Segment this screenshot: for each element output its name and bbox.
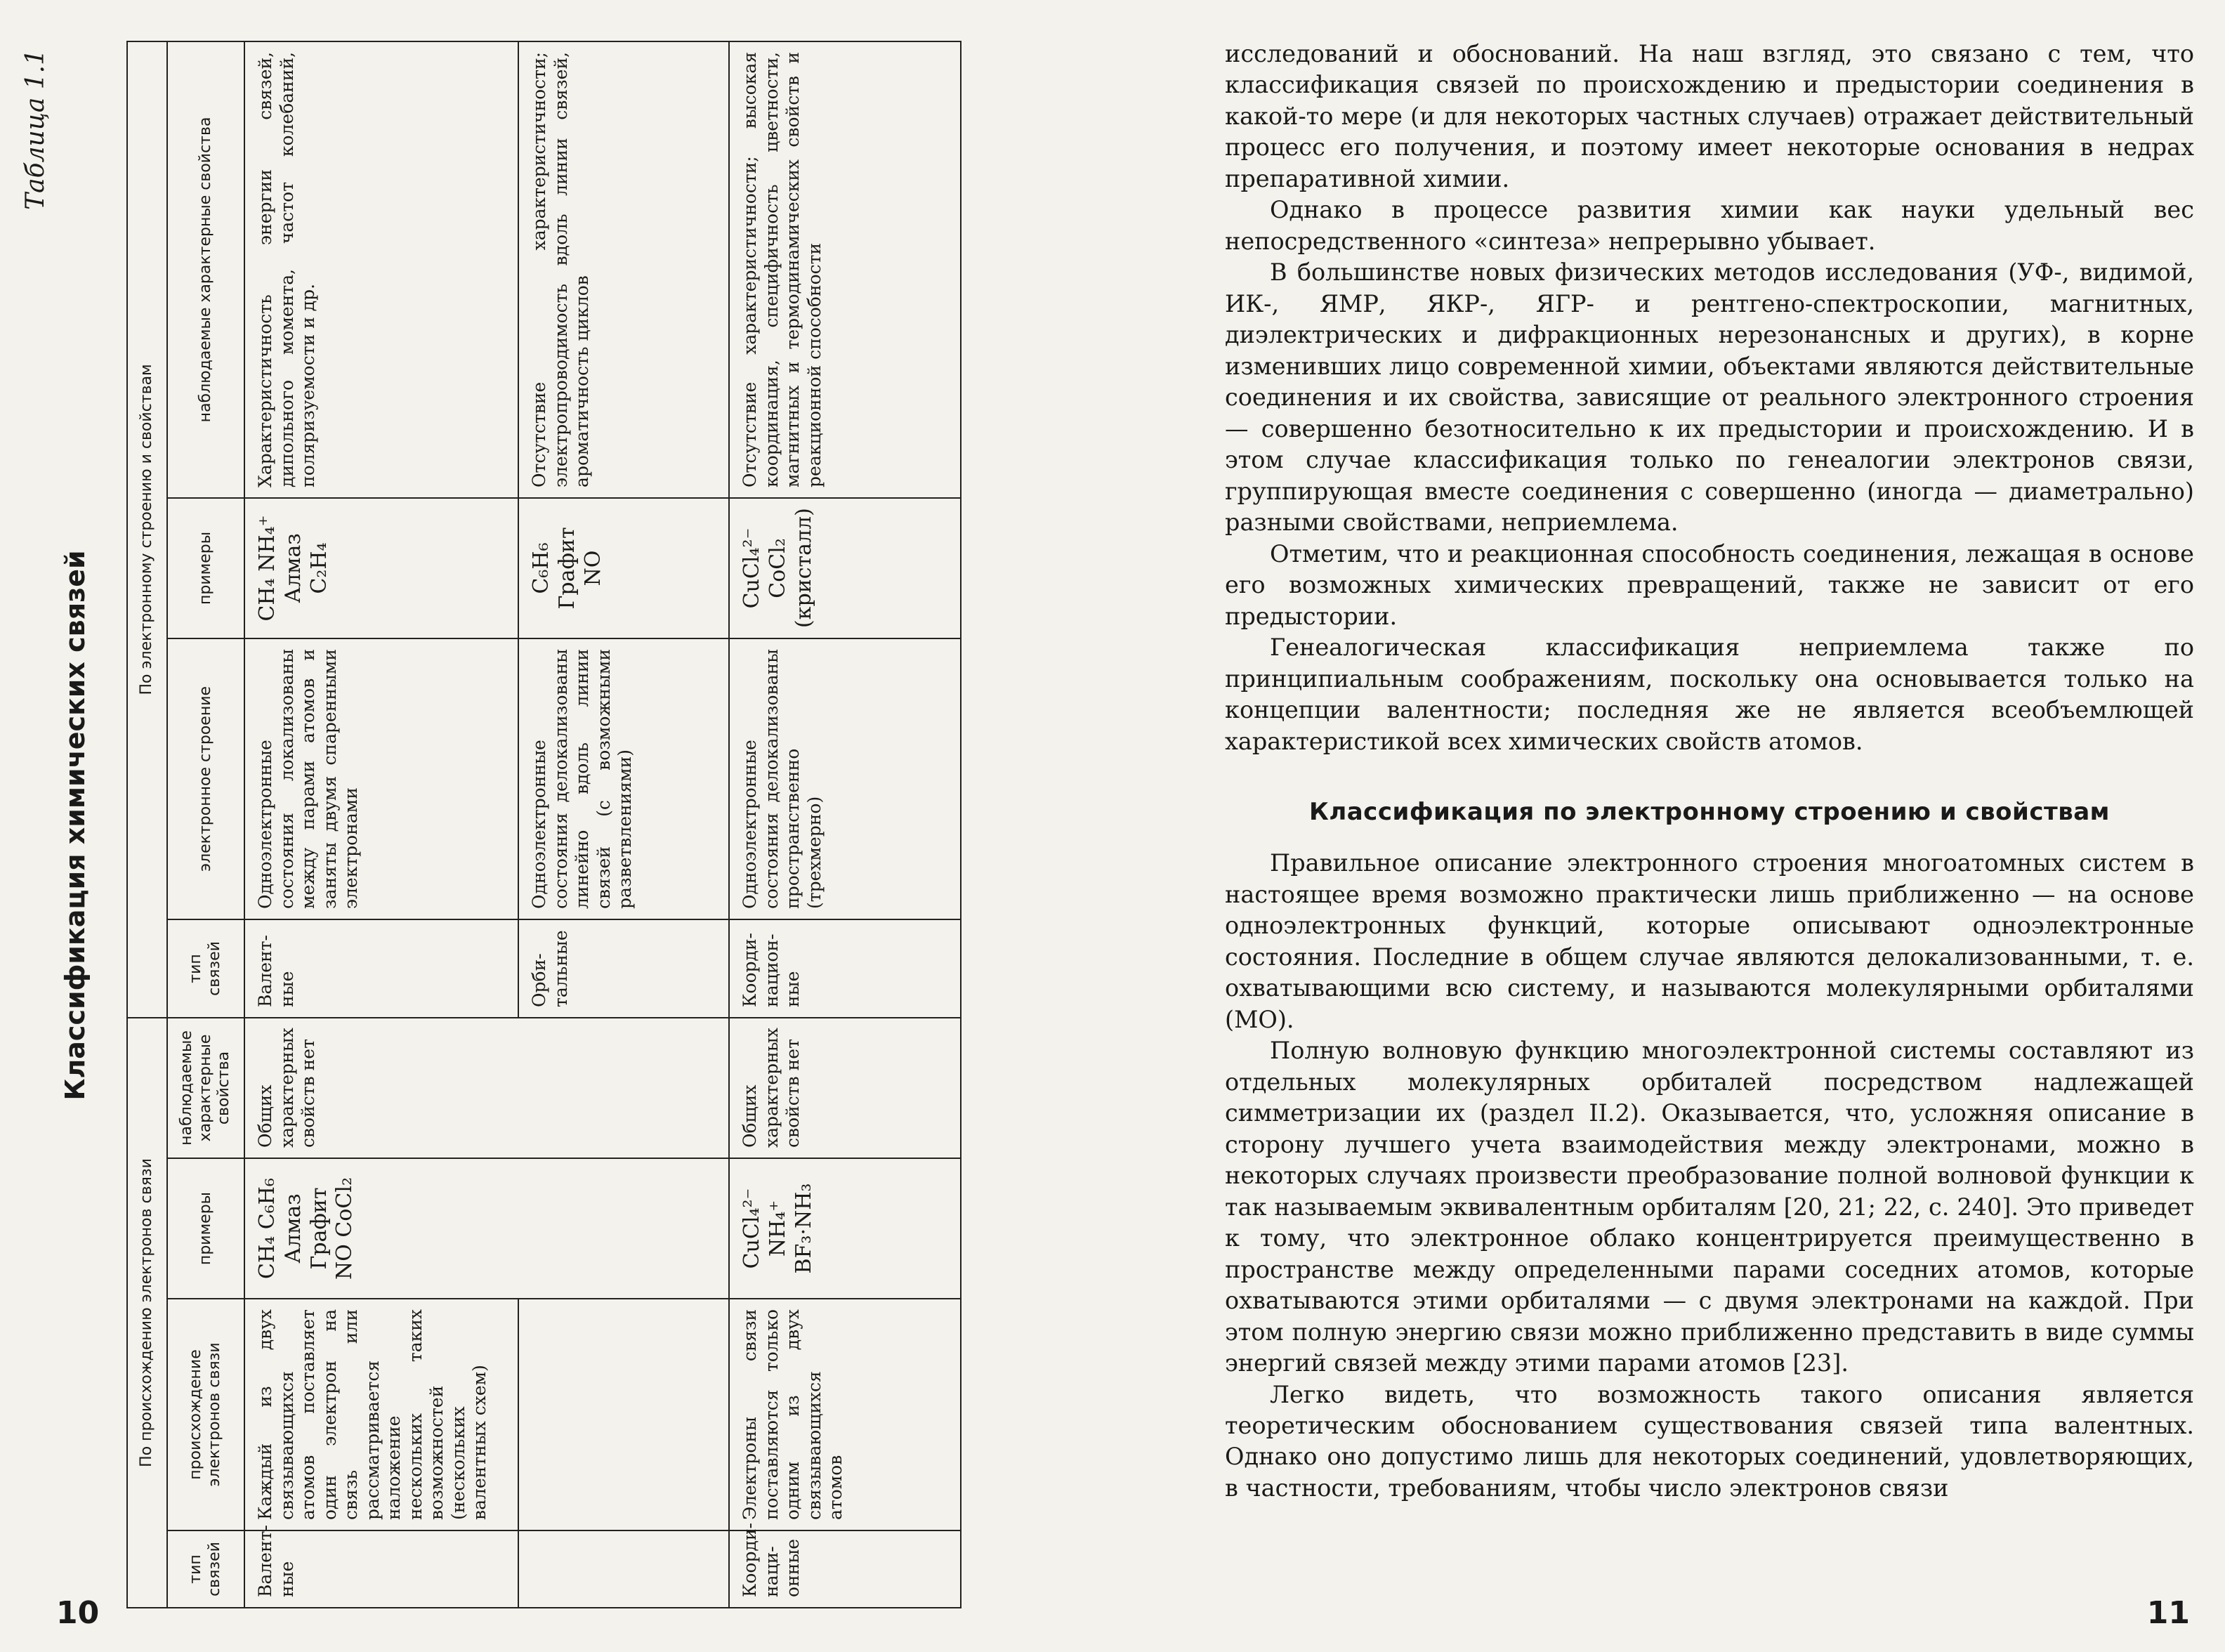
cell-structure-type: Орби-тальные bbox=[518, 919, 729, 1018]
cell-origin-props: Общих характерных свойств нет bbox=[244, 1018, 729, 1158]
cell-origin-type: Коорди-наци-онные bbox=[729, 1530, 961, 1608]
cell-origin-electrons: Электроны связи поставляются только одним из двух связывающихся атомов bbox=[729, 1299, 961, 1530]
section-heading: Классификация по электронному строению и свойствам bbox=[1309, 798, 2110, 827]
table-title: Классификация химических связей bbox=[60, 550, 91, 1101]
cell-structure-type: Валент-ные bbox=[244, 919, 518, 1018]
body-text bbox=[1225, 39, 2194, 1504]
table-row bbox=[729, 41, 961, 1608]
header-structure-examples: примеры bbox=[167, 498, 244, 638]
header-structure-props: наблюдаемые характерные свойства bbox=[167, 41, 244, 498]
rotated-table-block bbox=[21, 42, 1018, 1608]
cell-structure-electronic: Одноэлектронные состояния локализованы между парами атомов и заняты двумя спаренными электронами bbox=[244, 638, 518, 919]
page-number-left: 10 bbox=[56, 1595, 100, 1631]
cell-structure-examples: CuCl₄²⁻ CoCl₂ (кристалл) bbox=[729, 498, 961, 638]
table-caption: Таблица 1.1 bbox=[21, 49, 50, 210]
cell-structure-examples: C₆H₆ Графит NO bbox=[518, 498, 729, 638]
classification-table bbox=[126, 41, 961, 1608]
paragraph: исследований и обоснований. На наш взгляд, это связано с тем, что классификация связей по происхождению и предыстории соединения в какой-то мере (и для некоторых частных случаев) отражает действительный процесс его получения, и поэтому имеет некоторые основания в недрах препаративной химии. bbox=[1225, 40, 2194, 192]
header-origin-examples: примеры bbox=[167, 1158, 244, 1299]
cell-origin-props: Общих характерных свойств нет bbox=[729, 1018, 961, 1158]
right-page bbox=[1112, 0, 2225, 1652]
left-page bbox=[0, 0, 1112, 1652]
cell-structure-examples: CH₄ NH₄⁺ Алмаз C₂H₄ bbox=[244, 498, 518, 638]
cell-origin-type: Валент-ные bbox=[244, 1530, 518, 1608]
header-origin-props: наблюдаемые характерные свойства bbox=[167, 1018, 244, 1158]
cell-origin-examples: CuCl₄²⁻ NH₄⁺ BF₃·NH₃ bbox=[729, 1158, 961, 1299]
paragraph: Легко видеть, что возможность такого описания является теоретическим обоснованием существования связей типа валентных. Однако оно допустимо лишь для некоторых соединений, удовлетворяющих, в частности, требованиям, чтобы число электронов связи bbox=[1225, 1380, 2194, 1502]
cell-origin-electrons bbox=[518, 1299, 729, 1530]
cell-structure-props: Отсутствие характеристичности; высокая координация, специфичность цветности, магнитных и термодинамических свойств и реакционной способности bbox=[729, 41, 961, 498]
paragraph: Однако в процессе развития химии как науки удельный вес непосредственного «синтеза» непрерывно убывает. bbox=[1225, 196, 2194, 255]
header-origin-type: тип связей bbox=[167, 1530, 244, 1608]
cell-structure-electronic: Одноэлектронные состояния делокализованы пространственно (трехмерно) bbox=[729, 638, 961, 919]
header-structure-electronic: электронное строение bbox=[167, 638, 244, 919]
cell-structure-props: Отсутствие характеристичности; электропроводимость вдоль линии связей, ароматичность циклов bbox=[518, 41, 729, 498]
header-origin-electrons: происхождение электронов связи bbox=[167, 1299, 244, 1530]
group-origin-header: По происхождению электронов связи bbox=[127, 1018, 167, 1608]
cell-origin-type bbox=[518, 1530, 729, 1608]
paragraph: Генеалогическая классификация неприемлема также по принципиальным соображениям, поскольку она основывается только на концепции валентности; последняя же не является всеобъемлющей характеристикой всех химических свойств атомов. bbox=[1225, 634, 2194, 755]
paragraph: В большинстве новых физических методов исследования (УФ-, видимой, ИК-, ЯМР, ЯКР-, ЯГР- и рентгено-спектроскопии, магнитных, диэлектрических и дифракционных нерезонансных и других), в корне изменивших лицо современной химии, объектами являются действительные соединения и их свойства, зависящие от реального электронного строения — совершенно безотносительно к их предыстории и происхождению. И в этом случае классификация только по генеалогии электронов связи, группирующая вместе соединения с совершенно (иногда — диаметрально) разными свойствами, неприемлема. bbox=[1225, 258, 2194, 537]
cell-origin-electrons: Каждый из двух связывающихся атомов поставляет один электрон на связь или рассматривается наложение нескольких таких возможностей (нескольких валентных схем) bbox=[244, 1299, 518, 1530]
table-row bbox=[244, 41, 518, 1608]
cell-structure-props: Характеристичность энергии связей, дипольного момента, частот колебаний, поляризуемости и др. bbox=[244, 41, 518, 498]
cell-structure-electronic: Одноэлектронные состояния делокализованы линейно вдоль линии связей (с возможными разветвлениями) bbox=[518, 638, 729, 919]
paragraph: Правильное описание электронного строения многоатомных систем в настоящее время возможно практически лишь приближенно — на основе одноэлектронных функций, которые описывают одноэлектронные состояния. Последние в общем случае являются делокализованными, т. е. охватывающими всю систему, и называются молекулярными орбиталями (МО). bbox=[1225, 849, 2194, 1033]
cell-origin-examples: CH₄ C₆H₆ Алмаз Графит NO CoCl₂ bbox=[244, 1158, 729, 1299]
paragraph: Отметим, что и реакционная способность соединения, лежащая в основе его возможных химических превращений, также не зависит от его предыстории. bbox=[1225, 539, 2194, 630]
paragraph: Полную волновую функцию многоэлектронной системы составляют из отдельных молекулярных орбиталей посредством надлежащей симметризации их (раздел II.2). Оказывается, что, усложняя описание в сторону лучшего учета взаимодействия между электронами, можно в некоторых случаях произвести преобразование полной волновой функции к так называемым эквивалентным орбиталям [20, 21; 22, с. 240]. Это приведет к тому, что электронное облако концентрируется преимущественно в пространстве между определенными парами соседних атомов, которые охватываются этими орбиталями — с двумя электронами на каждой. При этом полную энергию связи можно приближенно представить в виде суммы энергий связей между этими парами атомов [23]. bbox=[1225, 1037, 2194, 1377]
cell-structure-type: Коорди-национ-ные bbox=[729, 919, 961, 1018]
page-number-right: 11 bbox=[2146, 1595, 2190, 1631]
table-row bbox=[518, 41, 729, 1608]
group-structure-header: По электронному строению и свойствам bbox=[127, 41, 167, 1018]
header-structure-type: тип связей bbox=[167, 919, 244, 1018]
